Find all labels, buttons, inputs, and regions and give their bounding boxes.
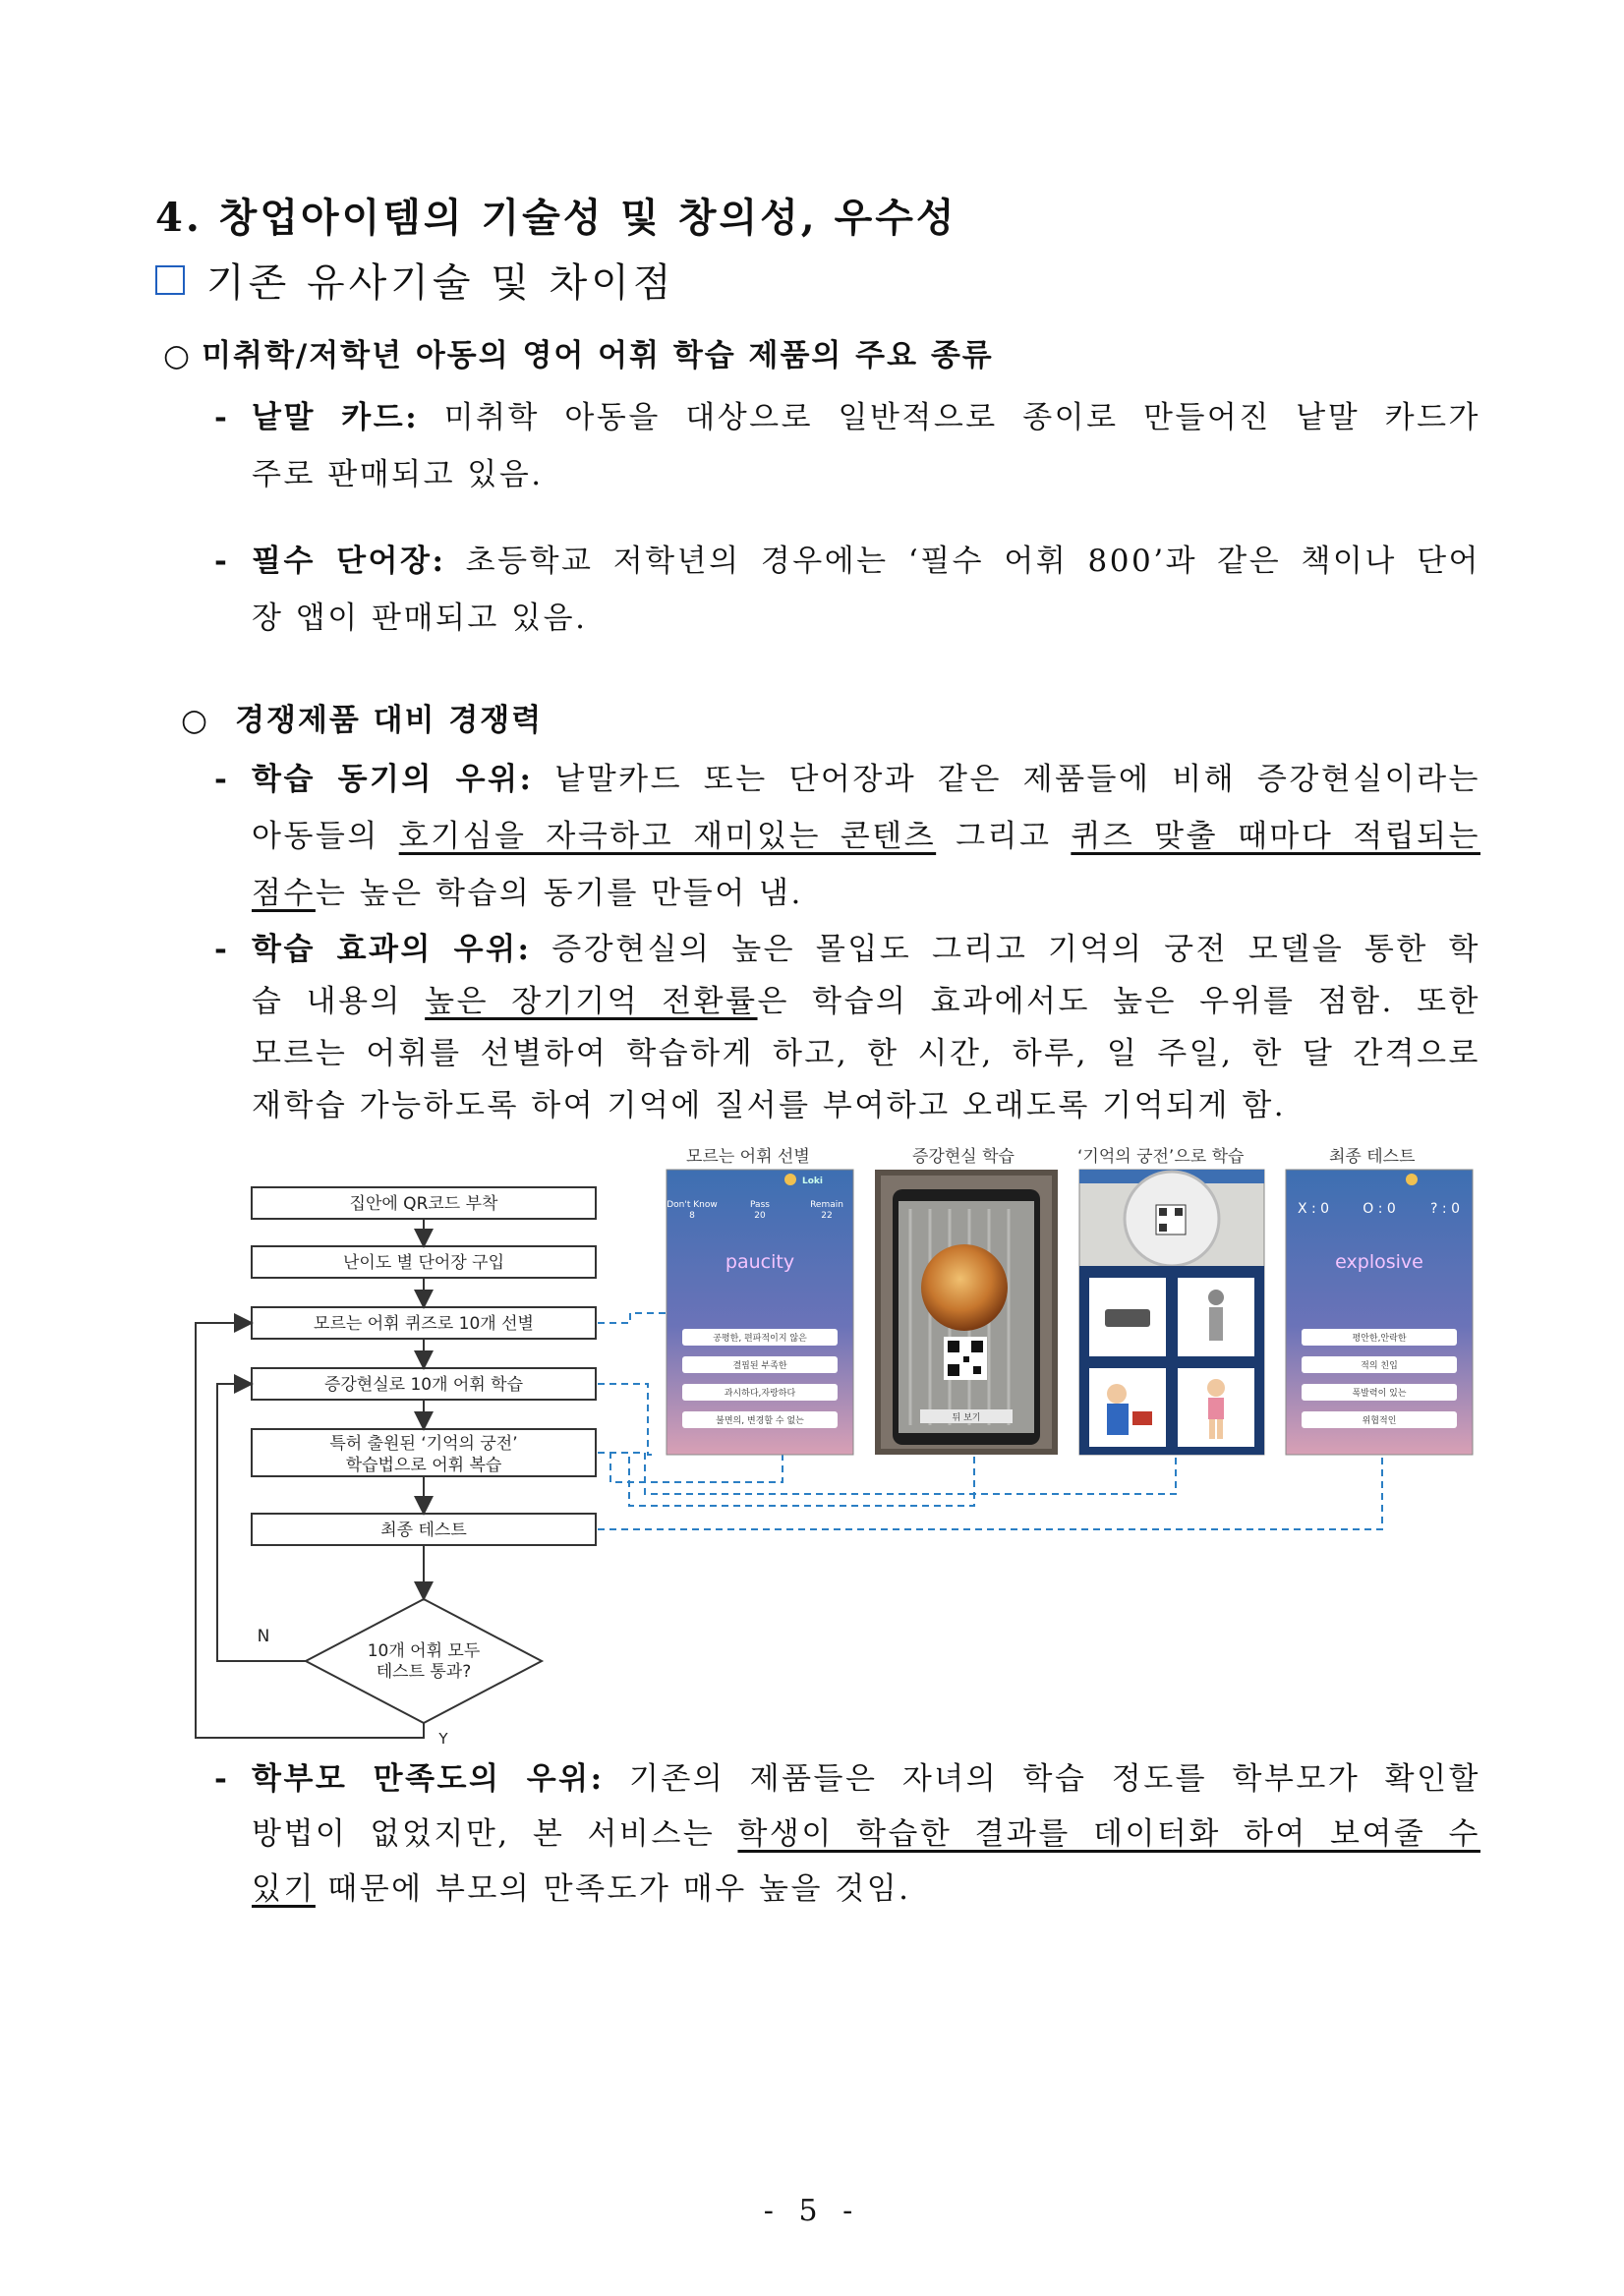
item-text-cont: 주로 판매되고 있음. bbox=[252, 457, 544, 492]
bullet-heading-1 bbox=[163, 330, 994, 374]
effect-label: 학습 효과의 우위: bbox=[252, 932, 532, 967]
svg-text:? : 0: ? : 0 bbox=[1430, 1201, 1460, 1217]
svg-text:뒤 보기: 뒤 보기 bbox=[952, 1413, 981, 1423]
svg-text:O : 0: O : 0 bbox=[1363, 1201, 1396, 1217]
page-number: - 5 - bbox=[763, 2194, 861, 2228]
caption-ar: 증강현실 학습 bbox=[912, 1147, 1015, 1167]
yes-label: Y bbox=[438, 1730, 448, 1748]
decision-text: 테스트 통과? bbox=[376, 1662, 472, 1682]
effect-advantage: - 학습 효과의 우위: 증강현실의 높은 몰입도 그리고 기억의 궁전 모델을 통한 학 습 내용의 높은 장기기억 전환률은 학습의 효과에서도 높은 우위를 점함. 또한 모르는 어휘를 선별하여 학습하게 하고, 한 시간, 하루, 일 주일, 한 달 간격으로 재학습 가능하도록 하여 기억에 질서를 부여하고 오래도록 기억되게 함. bbox=[214, 924, 1480, 1132]
svg-text:평안한,안락한: 평안한,안락한 bbox=[1352, 1334, 1407, 1344]
motivation-advantage: - 학습 동기의 우위: 낱말카드 또는 단어장과 같은 제품들에 비해 증강현실이라는 아동들의 호기심을 자극하고 재미있는 콘텐츠 그리고 퀴즈 맞출 때마다 적립되는 점수는 높은 학습의 동기를 만들어 냄. bbox=[214, 762, 1481, 911]
effect-text: 재학습 가능하도록 하여 기억에 질서를 부여하고 오래도록 기억되게 함. bbox=[252, 1088, 1287, 1123]
svg-text:적의 친입: 적의 친입 bbox=[1361, 1361, 1398, 1371]
svg-text:Don't Know: Don't Know bbox=[667, 1200, 718, 1210]
motivation-text: 그리고 bbox=[936, 819, 1072, 854]
satisfaction-underlined: 학생이 학습한 결과를 데이터화 하여 보여줄 수 bbox=[737, 1816, 1480, 1852]
svg-text:20: 20 bbox=[754, 1211, 766, 1221]
svg-text:22: 22 bbox=[821, 1211, 833, 1221]
svg-text:Pass: Pass bbox=[750, 1200, 770, 1210]
motivation-underlined: 퀴즈 맞출 때마다 적립되는 bbox=[1071, 819, 1481, 854]
subheading bbox=[155, 252, 675, 308]
satisfaction-text: 기존의 제품들은 자녀의 학습 정도를 학부모가 확인할 bbox=[628, 1761, 1480, 1797]
flow-text: 특허 출원된 ‘기억의 궁전’ bbox=[329, 1434, 518, 1454]
motivation-underlined: 점수 bbox=[252, 876, 316, 911]
screen-select-unknown bbox=[667, 1170, 853, 1455]
item-label: 낱말 카드: bbox=[252, 400, 420, 435]
svg-text:공평한, 편파적이지 않은: 공평한, 편파적이지 않은 bbox=[713, 1334, 807, 1344]
tank-icon bbox=[1105, 1309, 1150, 1327]
item-text: 초등학교 저학년의 경우에는 ‘필수 어휘 800’과 같은 책이나 단어 bbox=[465, 544, 1480, 579]
decision-text: 10개 어휘 모두 bbox=[367, 1641, 481, 1661]
motivation-text: 는 높은 학습의 동기를 만들어 냄. bbox=[315, 876, 803, 911]
svg-text:과시하다,자랑하다: 과시하다,자랑하다 bbox=[724, 1389, 796, 1399]
no-label: N bbox=[257, 1627, 270, 1646]
effect-underlined: 높은 장기기억 전환률 bbox=[425, 984, 758, 1019]
flow-text: 모르는 어휘 퀴즈로 10개 선별 bbox=[314, 1314, 534, 1334]
svg-text:불면의, 변경할 수 없는: 불면의, 변경할 수 없는 bbox=[716, 1416, 804, 1426]
effect-text: 은 학습의 효과에서도 높은 우위를 점함. 또한 bbox=[757, 984, 1480, 1019]
checkbox-square-icon bbox=[155, 265, 185, 295]
bullet-heading-2-text: 경쟁제품 대비 경쟁력 bbox=[235, 703, 544, 738]
flow-text: 최종 테스트 bbox=[380, 1521, 467, 1540]
flow-text: 난이도 별 단어장 구입 bbox=[342, 1253, 505, 1273]
effect-text: 증강현실의 높은 몰입도 그리고 기억의 궁전 모델을 통한 학 bbox=[551, 932, 1480, 967]
circle-bullet-icon: ○ bbox=[181, 703, 210, 738]
screen-ar-learning bbox=[875, 1170, 1058, 1455]
svg-text:X : 0: X : 0 bbox=[1297, 1201, 1330, 1217]
section-heading: 4. 창업아이템의 기술성 및 창의성, 우수성 bbox=[155, 195, 957, 241]
satisfaction-text: 때문에 부모의 만족도가 매우 높을 것임. bbox=[315, 1871, 911, 1907]
flow-text: 집안에 QR코드 부착 bbox=[349, 1194, 498, 1214]
satisfaction-underlined: 있기 bbox=[252, 1871, 316, 1907]
circle-bullet-icon: ○ bbox=[163, 338, 193, 373]
motivation-label: 학습 동기의 우위: bbox=[252, 762, 534, 797]
svg-text:Loki: Loki bbox=[802, 1177, 823, 1186]
flow-decision bbox=[306, 1599, 542, 1723]
effect-text: 모르는 어휘를 선별하여 학습하게 하고, 한 시간, 하루, 일 주일, 한 달 간격으로 bbox=[252, 1036, 1480, 1071]
screen-memory-palace bbox=[1079, 1170, 1264, 1455]
flow-text: 학습법으로 어휘 복습 bbox=[345, 1456, 502, 1475]
screen-final-test bbox=[1286, 1170, 1473, 1455]
flow-text: 증강현실로 10개 어휘 학습 bbox=[323, 1375, 524, 1395]
subheading-text: 기존 유사기술 및 차이점 bbox=[206, 260, 675, 306]
svg-text:위협적인: 위협적인 bbox=[1362, 1416, 1397, 1426]
item-vocab-book: - 필수 단어장: 초등학교 저학년의 경우에는 ‘필수 어휘 800’과 같은 책이나 단어 장 앱이 판매되고 있음. bbox=[214, 533, 1480, 647]
item-word-cards: - 낱말 카드: 미취학 아동을 대상으로 일반적으로 종이로 만들어진 낱말 카드가 주로 판매되고 있음. bbox=[214, 389, 1480, 503]
svg-text:explosive: explosive bbox=[1335, 1251, 1423, 1273]
item-label: 필수 단어장: bbox=[252, 544, 446, 579]
svg-text:결핍된 부족한: 결핍된 부족한 bbox=[732, 1361, 787, 1371]
ar-moon-image bbox=[921, 1244, 1008, 1331]
effect-text: 습 내용의 bbox=[252, 984, 426, 1019]
caption-memory-palace: ‘기억의 궁전’으로 학습 bbox=[1077, 1147, 1245, 1167]
svg-text:Remain: Remain bbox=[810, 1200, 843, 1210]
learning-process-figure bbox=[193, 1140, 1490, 1750]
figure-svg bbox=[193, 1140, 1490, 1750]
svg-text:paucity: paucity bbox=[725, 1251, 795, 1273]
svg-text:폭발력이 있는: 폭발력이 있는 bbox=[1352, 1389, 1407, 1399]
bullet-heading-2 bbox=[181, 695, 543, 739]
satisfaction-text: 방법이 없었지만, 본 서비스는 bbox=[252, 1816, 738, 1852]
motivation-underlined: 호기심을 자극하고 재미있는 콘텐츠 bbox=[398, 819, 937, 854]
svg-text:8: 8 bbox=[689, 1211, 695, 1221]
bullet-heading-1-text: 미취학/저학년 아동의 영어 어휘 학습 제품의 주요 종류 bbox=[202, 338, 994, 373]
satisfaction-label: 학부모 만족도의 우위: bbox=[252, 1761, 605, 1797]
motivation-text: 낱말카드 또는 단어장과 같은 제품들에 비해 증강현실이라는 bbox=[554, 762, 1480, 797]
satisfaction-advantage: - 학부모 만족도의 우위: 기존의 제품들은 자녀의 학습 정도를 학부모가 확인할 방법이 없었지만, 본 서비스는 학생이 학습한 결과를 데이터화 하여 보여줄 수 있기 때문에 부모의 만족도가 매우 높을 것임. bbox=[214, 1761, 1480, 1907]
caption-final-test: 최종 테스트 bbox=[1329, 1147, 1416, 1167]
item-text: 미취학 아동을 대상으로 일반적으로 종이로 만들어진 낱말 카드가 bbox=[443, 400, 1480, 435]
figure-icon bbox=[1208, 1290, 1224, 1305]
motivation-text: 아동들의 bbox=[252, 819, 399, 854]
item-text-cont: 장 앱이 판매되고 있음. bbox=[252, 601, 588, 636]
caption-select: 모르는 어휘 선별 bbox=[686, 1147, 810, 1167]
